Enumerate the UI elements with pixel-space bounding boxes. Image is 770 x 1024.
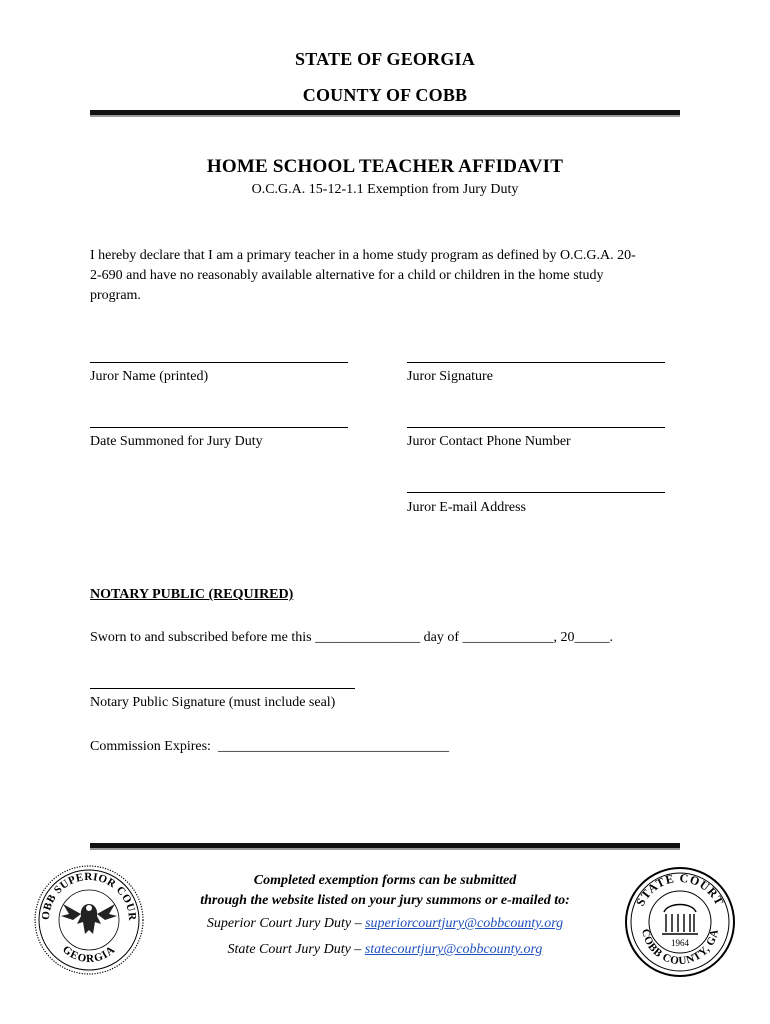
superior-prefix: Superior Court Jury Duty – <box>206 916 366 931</box>
left-seal-bottom-text: GEORGIA <box>60 943 118 966</box>
superior-court-seal <box>33 864 145 976</box>
juror-name-label: Juror Name (printed) <box>90 369 209 384</box>
svg-text:STATE COURT <box>633 871 727 908</box>
sworn-statement: Sworn to and subscribed before me this _______________ day of _____________, 20_____. <box>90 630 613 645</box>
state-prefix: State Court Jury Duty – <box>227 942 365 957</box>
svg-text:GEORGIA <box>60 943 118 965</box>
notary-heading: NOTARY PUBLIC (REQUIRED) <box>90 587 294 602</box>
right-seal-year: 1964 <box>671 938 689 948</box>
commission-expires: Commission Expires: _________________________________ <box>90 739 449 754</box>
state-court-seal-icon <box>624 866 736 978</box>
left-seal-top-text: OBB SUPERIOR COUR <box>39 870 139 921</box>
juror-signature-line[interactable] <box>407 362 665 363</box>
juror-signature-label: Juror Signature <box>407 369 493 384</box>
footer-line-2: through the website listed on your jury summons or e-mailed to: <box>200 893 570 908</box>
page-subtitle: O.C.G.A. 15-12-1.1 Exemption from Jury Duty <box>251 182 519 197</box>
notary-signature-label: Notary Public Signature (must include seal) <box>90 695 336 710</box>
declaration-line-1: I hereby declare that I am a primary teacher in a home study program as defined by O.C.G.A. 20- <box>90 248 636 263</box>
state-email-link[interactable]: statecourtjury@cobbcounty.org <box>364 942 543 957</box>
footer-rule <box>90 843 680 848</box>
notary-signature-line[interactable] <box>90 688 355 689</box>
footer-line-1: Completed exemption forms can be submitted <box>253 873 517 888</box>
superior-email-link[interactable]: superiorcourtjury@cobbcounty.org <box>365 916 564 931</box>
declaration-line-2: 2-690 and have no reasonably available alternative for a child or children in the home study <box>90 268 604 283</box>
date-summoned-line[interactable] <box>90 427 348 428</box>
contact-phone-label: Juror Contact Phone Number <box>407 434 571 449</box>
header-rule <box>90 110 680 115</box>
right-seal-bottom-text: COBB COUNTY, GA <box>639 927 721 968</box>
email-line[interactable] <box>407 492 665 493</box>
declaration-line-3: program. <box>90 288 141 303</box>
right-seal-top-text: STATE COURT <box>633 870 727 909</box>
declaration-paragraph <box>90 246 690 306</box>
date-summoned-label: Date Summoned for Jury Duty <box>90 434 263 449</box>
county-heading: COUNTY OF COBB <box>302 85 468 105</box>
juror-name-line[interactable] <box>90 362 348 363</box>
state-heading: STATE OF GEORGIA <box>295 49 475 69</box>
contact-phone-line[interactable] <box>407 427 665 428</box>
state-court-seal <box>624 866 736 978</box>
superior-court-seal-icon <box>33 864 145 976</box>
email-label: Juror E-mail Address <box>407 500 526 515</box>
page-title: HOME SCHOOL TEACHER AFFIDAVIT <box>206 156 564 177</box>
